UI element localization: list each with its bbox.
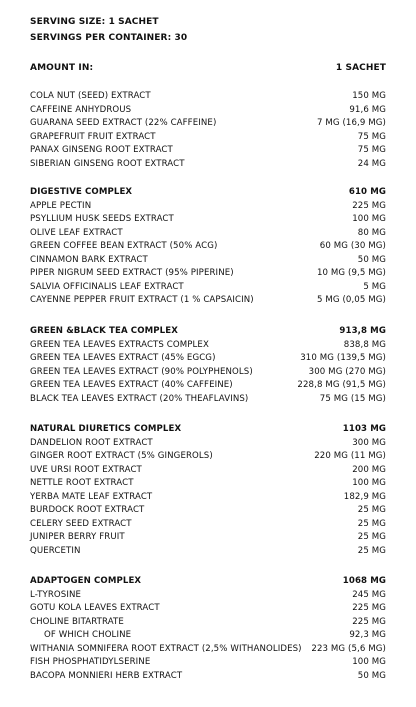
ingredient-name: GREEN COFFEE BEAN EXTRACT (50% ACG) bbox=[30, 241, 218, 252]
table-row bbox=[30, 670, 386, 684]
ingredient-name: QUERCETIN bbox=[30, 545, 81, 556]
table-row bbox=[30, 464, 386, 478]
section-title: DIGESTIVE COMPLEX bbox=[30, 187, 133, 197]
section-title-row bbox=[30, 186, 386, 200]
servings-per-container: SERVINGS PER CONTAINER: 30 bbox=[30, 33, 188, 43]
ingredient-name: GREEN TEA LEAVES EXTRACT (90% POLYPHENOLS) bbox=[30, 366, 253, 377]
table-row bbox=[30, 616, 386, 630]
section-title: NATURAL DIURETICS COMPLEX bbox=[30, 424, 182, 434]
ingredient-name: WITHANIA SOMNIFERA ROOT EXTRACT (2,5% WITHANOLIDES) bbox=[30, 643, 302, 654]
table-row bbox=[30, 90, 386, 104]
table-row bbox=[30, 545, 386, 559]
ingredient-amount: 25 MG bbox=[357, 505, 386, 516]
table-row bbox=[30, 437, 386, 451]
ingredient-amount: 310 MG (139,5 MG) bbox=[300, 353, 386, 364]
section-title-row bbox=[30, 325, 386, 339]
table-row bbox=[30, 504, 386, 518]
ingredient-name: CHOLINE BITARTRATE bbox=[30, 616, 124, 627]
ingredient-amount: 75 MG bbox=[357, 145, 386, 156]
ingredient-amount: 100 MG bbox=[352, 478, 386, 489]
table-row bbox=[30, 450, 386, 464]
table-row bbox=[30, 643, 386, 657]
section-title-row bbox=[30, 423, 386, 437]
serving-info bbox=[30, 14, 187, 46]
ingredient-name: YERBA MATE LEAF EXTRACT bbox=[30, 491, 153, 502]
table-row bbox=[30, 477, 386, 491]
ingredient-amount: 200 MG bbox=[352, 464, 386, 475]
ingredient-name: JUNIPER BERRY FRUIT bbox=[30, 532, 125, 543]
per-sachet-label: 1 SACHET bbox=[335, 63, 386, 73]
amount-in-label: AMOUNT IN: bbox=[30, 63, 94, 73]
section-title-row bbox=[30, 575, 386, 589]
ingredient-amount: 225 MG bbox=[352, 200, 386, 211]
ingredient-name: GREEN TEA LEAVES EXTRACTS COMPLEX bbox=[30, 339, 209, 350]
ingredient-amount: 300 MG bbox=[352, 437, 386, 448]
table-row bbox=[30, 393, 386, 407]
ingredient-amount: 75 MG bbox=[357, 131, 386, 142]
serving-size: SERVING SIZE: 1 SACHET bbox=[30, 17, 159, 27]
ingredient-amount: 228,8 MG (91,5 MG) bbox=[297, 380, 386, 391]
ingredient-amount: 245 MG bbox=[352, 589, 386, 600]
ingredient-amount: 91,6 MG bbox=[349, 104, 386, 115]
ingredient-name: CELERY SEED EXTRACT bbox=[30, 518, 132, 529]
ingredient-amount: 223 MG (5,6 MG) bbox=[311, 643, 386, 654]
table-row bbox=[30, 629, 386, 643]
ingredient-name: GREEN TEA LEAVES EXTRACT (45% EGCG) bbox=[30, 353, 216, 364]
ingredient-amount: 25 MG bbox=[357, 545, 386, 556]
table-row bbox=[30, 240, 386, 254]
ingredient-name: PIPER NIGRUM SEED EXTRACT (95% PIPERINE) bbox=[30, 268, 234, 279]
table-row bbox=[30, 379, 386, 393]
table-row bbox=[30, 213, 386, 227]
ingredient-amount: 25 MG bbox=[357, 532, 386, 543]
ingredient-amount: 92,3 MG bbox=[349, 630, 386, 641]
table-row bbox=[30, 267, 386, 281]
ingredient-name: OLIVE LEAF EXTRACT bbox=[30, 227, 123, 238]
table-row bbox=[30, 294, 386, 308]
table-row bbox=[30, 117, 386, 131]
ingredient-name: FISH PHOSPHATIDYLSERINE bbox=[30, 657, 151, 668]
section-digestive-complex bbox=[30, 186, 386, 308]
ingredient-amount: 220 MG (11 MG) bbox=[314, 451, 386, 462]
ingredient-name: DANDELION ROOT EXTRACT bbox=[30, 437, 153, 448]
ingredient-amount: 300 MG (270 MG) bbox=[308, 366, 386, 377]
ingredient-name: SIBERIAN GINSENG ROOT EXTRACT bbox=[30, 158, 185, 169]
ingredient-amount: 24 MG bbox=[357, 158, 386, 169]
table-row bbox=[30, 491, 386, 505]
section-adaptogen-complex bbox=[30, 575, 386, 683]
ingredient-name: PSYLLIUM HUSK SEEDS EXTRACT bbox=[30, 214, 174, 225]
ingredient-name: BLACK TEA LEAVES EXTRACT (20% THEAFLAVINS) bbox=[30, 393, 249, 404]
table-row bbox=[30, 352, 386, 366]
ingredient-name: GREEN TEA LEAVES EXTRACT (40% CAFFEINE) bbox=[30, 380, 233, 391]
ingredient-name: CAFFEINE ANHYDROUS bbox=[30, 104, 132, 115]
ingredient-amount: 75 MG (15 MG) bbox=[319, 393, 386, 404]
table-row bbox=[30, 104, 386, 118]
section-title: ADAPTOGEN COMPLEX bbox=[30, 576, 142, 586]
ingredient-name: CINNAMON BARK EXTRACT bbox=[30, 254, 148, 265]
section-total: 1103 MG bbox=[342, 424, 386, 434]
ingredient-amount: 50 MG bbox=[357, 670, 386, 681]
section-base-ingredients bbox=[30, 90, 386, 171]
table-row bbox=[30, 227, 386, 241]
section-tea-complex bbox=[30, 325, 386, 406]
ingredient-name: UVE URSI ROOT EXTRACT bbox=[30, 464, 142, 475]
ingredient-name: GOTU KOLA LEAVES EXTRACT bbox=[30, 603, 160, 614]
section-total: 610 MG bbox=[348, 187, 386, 197]
table-row bbox=[30, 602, 386, 616]
table-row bbox=[30, 200, 386, 214]
ingredient-amount: 60 MG (30 MG) bbox=[319, 241, 386, 252]
table-row bbox=[30, 589, 386, 603]
ingredient-amount: 100 MG bbox=[352, 657, 386, 668]
table-header bbox=[30, 60, 386, 76]
ingredient-name: OF WHICH CHOLINE bbox=[44, 630, 132, 641]
section-diuretics-complex bbox=[30, 423, 386, 558]
table-row bbox=[30, 518, 386, 532]
ingredient-name: BACOPA MONNIERI HERB EXTRACT bbox=[30, 670, 183, 681]
ingredient-name: BURDOCK ROOT EXTRACT bbox=[30, 505, 145, 516]
ingredient-amount: 100 MG bbox=[352, 214, 386, 225]
ingredient-amount: 10 MG (9,5 MG) bbox=[316, 268, 386, 279]
ingredient-name: COLA NUT (SEED) EXTRACT bbox=[30, 91, 151, 101]
ingredient-amount: 25 MG bbox=[357, 518, 386, 529]
ingredient-name: PANAX GINSENG ROOT EXTRACT bbox=[30, 145, 173, 156]
ingredient-amount: 838,8 MG bbox=[343, 339, 386, 350]
ingredient-name: GUARANA SEED EXTRACT (22% CAFFEINE) bbox=[30, 118, 217, 129]
ingredient-name: GINGER ROOT EXTRACT (5% GINGEROLS) bbox=[30, 451, 213, 462]
table-row bbox=[30, 339, 386, 353]
table-row bbox=[30, 131, 386, 145]
ingredient-amount: 50 MG bbox=[357, 254, 386, 265]
ingredient-amount: 150 MG bbox=[352, 91, 386, 101]
ingredient-amount: 5 MG bbox=[363, 281, 386, 292]
table-row bbox=[30, 281, 386, 295]
table-row bbox=[30, 366, 386, 380]
ingredient-name: GRAPEFRUIT FRUIT EXTRACT bbox=[30, 131, 156, 142]
ingredient-name: L-TYROSINE bbox=[30, 589, 82, 600]
ingredient-amount: 225 MG bbox=[352, 616, 386, 627]
section-title: GREEN &BLACK TEA COMPLEX bbox=[30, 326, 178, 336]
table-row bbox=[30, 254, 386, 268]
table-row bbox=[30, 656, 386, 670]
ingredient-amount: 80 MG bbox=[357, 227, 386, 238]
ingredient-amount: 7 MG (16,9 MG) bbox=[316, 118, 386, 129]
ingredient-name: CAYENNE PEPPER FRUIT EXTRACT (1 % CAPSAICIN) bbox=[30, 295, 254, 306]
ingredient-amount: 5 MG (0,05 MG) bbox=[316, 295, 386, 306]
table-row bbox=[30, 158, 386, 172]
ingredient-name: NETTLE ROOT EXTRACT bbox=[30, 478, 134, 489]
section-total: 913,8 MG bbox=[339, 326, 386, 336]
ingredient-name: SALVIA OFFICINALIS LEAF EXTRACT bbox=[30, 281, 184, 292]
section-total: 1068 MG bbox=[342, 576, 386, 586]
ingredient-amount: 182,9 MG bbox=[343, 491, 386, 502]
table-row bbox=[30, 144, 386, 158]
ingredient-name: APPLE PECTIN bbox=[30, 200, 92, 211]
ingredient-amount: 225 MG bbox=[352, 603, 386, 614]
table-row bbox=[30, 531, 386, 545]
